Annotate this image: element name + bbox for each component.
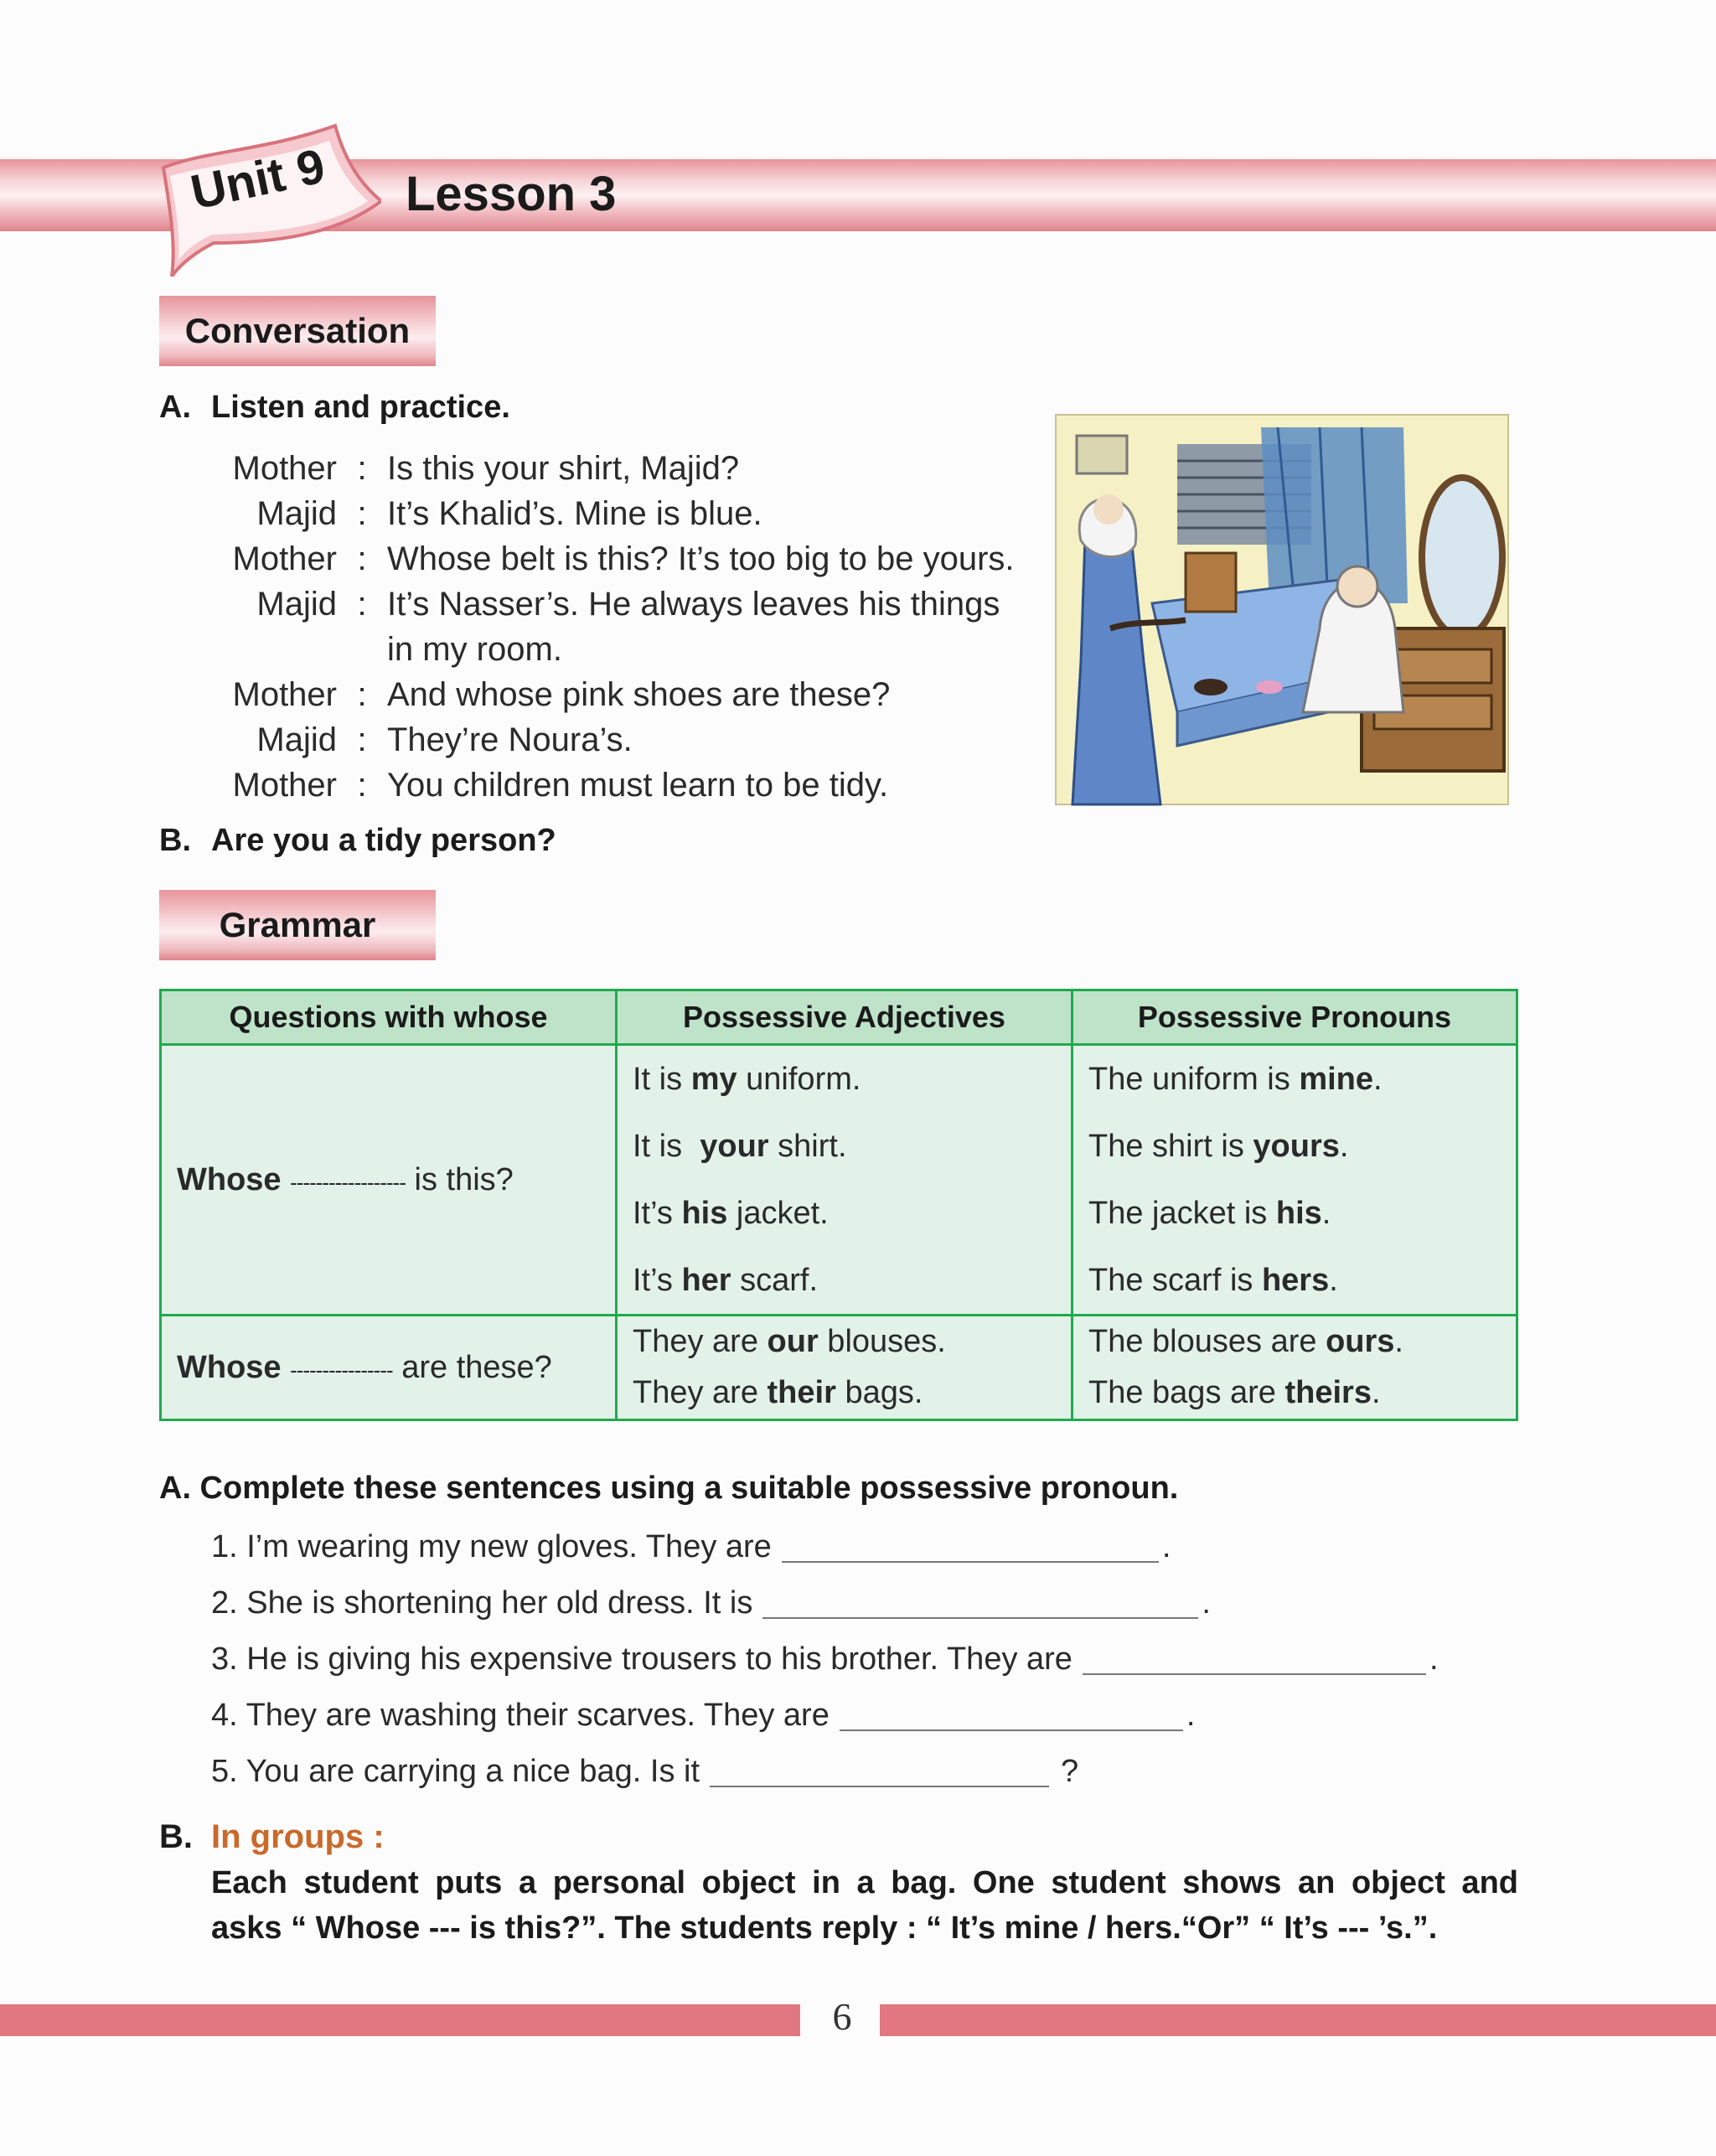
- pronouns-cell: [1072, 1316, 1517, 1420]
- part-a-letter: A.: [159, 390, 191, 425]
- speaker-name: Mother: [232, 540, 337, 577]
- answer-blank: [840, 1698, 1183, 1731]
- sentence-pre: It’s: [633, 1195, 682, 1231]
- speaker-colon: :: [357, 540, 367, 577]
- sentence-post: shirt.: [768, 1128, 847, 1164]
- speaker-name: Majid: [256, 586, 337, 623]
- sentence-key-word: his: [1275, 1195, 1322, 1231]
- sentence-key-word: theirs: [1284, 1375, 1372, 1410]
- exercise-sentence: 1. I’m wearing my new gloves. They are: [211, 1529, 772, 1564]
- question-end: is this?: [414, 1161, 514, 1197]
- sentence-key-word: hers: [1261, 1262, 1330, 1298]
- part-b-heading: [159, 823, 556, 859]
- speaker-colon: :: [357, 495, 367, 532]
- question-cell: [161, 1316, 617, 1420]
- speaker-colon: :: [357, 721, 367, 758]
- speaker-name: Mother: [232, 767, 337, 804]
- example-sentence: [633, 1129, 1056, 1165]
- exercise-a-list: [211, 1529, 1439, 1810]
- sentence-key-word: my: [690, 1061, 737, 1097]
- exercise-punctuation: .: [1186, 1698, 1196, 1733]
- exercise-b-instructions: [211, 1860, 1518, 1951]
- answer-blank: [782, 1529, 1159, 1563]
- sentence-key-word: her: [681, 1262, 731, 1298]
- question-dots: ------------------: [290, 1169, 406, 1195]
- sentence-post: scarf.: [731, 1262, 819, 1298]
- adjectives-cell: [617, 1316, 1072, 1420]
- exercise-b-title: In groups :: [211, 1818, 385, 1855]
- dialogue-text: And whose pink shoes are these?: [387, 676, 891, 713]
- table-header-cell: Questions with whose: [161, 990, 617, 1045]
- speaker-name: Mother: [232, 676, 337, 713]
- speaker-colon: :: [357, 767, 367, 804]
- sentence-pre: It is: [633, 1061, 691, 1097]
- sentence-pre: The scarf is: [1088, 1262, 1262, 1298]
- dialogue-text: It’s Nasser’s. He always leaves his things: [387, 586, 1000, 623]
- sentence-key-word: our: [767, 1324, 819, 1359]
- exercise-b-heading: [159, 1818, 385, 1856]
- dialogue-line: [211, 672, 1015, 717]
- conversation-tab: Conversation: [159, 296, 436, 366]
- sentence-pre: The shirt is: [1088, 1128, 1253, 1164]
- example-sentence: [633, 1196, 1056, 1232]
- pronouns-cell: [1072, 1045, 1517, 1316]
- sentence-pre: They are: [633, 1375, 768, 1410]
- sentence-pre: The blouses are: [1088, 1324, 1326, 1359]
- dialogue-line: [211, 763, 1015, 808]
- dialogue-line: [211, 627, 1015, 672]
- exercise-sentence: 2. She is shortening her old dress. It is: [211, 1585, 753, 1621]
- exercise-punctuation: ?: [1061, 1754, 1079, 1789]
- exercise-item: [211, 1754, 1439, 1810]
- table-row: [161, 1045, 1517, 1316]
- sentence-post: jacket.: [727, 1195, 829, 1231]
- dialogue-line: [211, 536, 1015, 582]
- exercise-sentence: 5. You are carrying a nice bag. Is it: [211, 1754, 700, 1789]
- question-dots: ----------------: [290, 1357, 393, 1383]
- sentence-pre: The jacket is: [1088, 1195, 1276, 1231]
- speaker-colon: [337, 627, 387, 672]
- sentence-post: uniform.: [737, 1061, 861, 1097]
- exercise-sentence: 3. He is giving his expensive trousers to his brother. They are: [211, 1642, 1072, 1677]
- example-sentence: [1088, 1324, 1501, 1360]
- part-a-title: Listen and practice.: [211, 390, 510, 425]
- question-word: Whose: [177, 1349, 282, 1385]
- sentence-post: .: [1371, 1375, 1381, 1410]
- part-b-title: Are you a tidy person?: [211, 823, 556, 858]
- example-sentence: [633, 1263, 1056, 1299]
- sentence-stack: [633, 1316, 1056, 1419]
- footer-bar-left: [0, 2004, 800, 2036]
- example-sentence: [1088, 1062, 1501, 1098]
- example-sentence: [1088, 1196, 1501, 1232]
- example-sentence: [1088, 1375, 1501, 1411]
- table-header-cell: Possessive Pronouns: [1072, 990, 1517, 1045]
- sentence-post: .: [1321, 1195, 1331, 1231]
- sentence-post: .: [1394, 1324, 1403, 1359]
- speaker-name: [211, 627, 337, 672]
- example-sentence: [633, 1375, 1056, 1411]
- unit-label: Unit 9: [186, 138, 330, 220]
- exercise-item: [211, 1642, 1439, 1698]
- exercise-item: [211, 1529, 1439, 1585]
- exercise-punctuation: .: [1161, 1529, 1171, 1564]
- lesson-title: Lesson 3: [406, 167, 617, 221]
- exercise-punctuation: .: [1202, 1585, 1211, 1621]
- exercise-sentence: 4. They are washing their scarves. They are: [211, 1698, 830, 1733]
- exercise-punctuation: .: [1429, 1642, 1439, 1677]
- dialogue-text: in my room.: [387, 631, 562, 668]
- dialogue-text: They’re Noura’s.: [387, 721, 633, 758]
- sentence-post: .: [1339, 1128, 1349, 1164]
- exercise-b-letter: B.: [159, 1818, 193, 1855]
- sentence-key-word: their: [767, 1375, 836, 1410]
- answer-blank: [1083, 1642, 1426, 1675]
- table-header-cell: Possessive Adjectives: [617, 990, 1072, 1045]
- exercise-item: [211, 1698, 1439, 1754]
- dialogue-line: [211, 717, 1015, 763]
- example-sentence: [633, 1062, 1056, 1098]
- sentence-key-word: your: [700, 1128, 769, 1164]
- speaker-colon: :: [357, 586, 367, 623]
- sentence-pre: The bags are: [1088, 1375, 1285, 1410]
- sentence-pre: They are: [633, 1324, 768, 1359]
- sentence-key-word: yours: [1253, 1128, 1340, 1164]
- sentence-pre: It is: [633, 1128, 700, 1164]
- speaker-colon: :: [357, 450, 367, 487]
- sentence-stack: [633, 1046, 1056, 1314]
- instructions-line: asks “ Whose --- is this?”. The students reply : “ It’s mine / hers.“Or” “ It’s --- ’s.”.: [211, 1910, 1438, 1946]
- sentence-post: blouses.: [818, 1324, 946, 1359]
- exercise-a-title: A. Complete these sentences using a suitable possessive pronoun.: [159, 1471, 1179, 1506]
- sentence-post: bags.: [835, 1375, 923, 1410]
- footer-bar-right: [880, 2004, 1716, 2036]
- dialogue-text: You children must learn to be tidy.: [387, 767, 889, 804]
- dialogue-text: Is this your shirt, Majid?: [387, 450, 740, 487]
- sentence-stack: [1088, 1316, 1501, 1419]
- grammar-table: [159, 989, 1518, 1421]
- sentence-post: .: [1373, 1061, 1383, 1097]
- speaker-name: Majid: [256, 495, 337, 532]
- table-header-row: [161, 990, 1517, 1045]
- sentence-key-word: mine: [1299, 1061, 1374, 1097]
- sentence-pre: The uniform is: [1088, 1061, 1300, 1097]
- page-number: 6: [832, 1995, 852, 2038]
- dialogue: [211, 446, 1015, 808]
- example-sentence: [1088, 1263, 1501, 1299]
- sentence-stack: [1088, 1046, 1501, 1314]
- question-cell: [161, 1045, 617, 1316]
- sentence-pre: It’s: [633, 1262, 682, 1298]
- bedroom-illustration: [1052, 411, 1512, 809]
- part-b-letter: B.: [159, 823, 191, 858]
- answer-blank: [762, 1585, 1198, 1619]
- dialogue-line: [211, 582, 1015, 627]
- sentence-key-word: his: [681, 1195, 728, 1231]
- dialogue-text: Whose belt is this? It’s too big to be yours.: [387, 540, 1015, 577]
- example-sentence: [633, 1324, 1056, 1360]
- question-end: are these?: [401, 1349, 552, 1385]
- exercise-item: [211, 1585, 1439, 1642]
- dialogue-line: [211, 446, 1015, 491]
- part-a-heading: [159, 390, 510, 426]
- adjectives-cell: [617, 1045, 1072, 1316]
- example-sentence: [1088, 1129, 1501, 1165]
- dialogue-line: [211, 491, 1015, 536]
- question-word: Whose: [177, 1161, 282, 1197]
- speaker-name: Mother: [232, 450, 337, 487]
- grammar-tab: Grammar: [159, 890, 436, 960]
- table-row: [161, 1316, 1517, 1420]
- speaker-name: Majid: [256, 721, 337, 758]
- sentence-post: .: [1329, 1262, 1338, 1298]
- sentence-key-word: ours: [1326, 1324, 1395, 1359]
- dialogue-text: It’s Khalid’s. Mine is blue.: [387, 495, 762, 532]
- answer-blank: [710, 1754, 1049, 1787]
- speaker-colon: :: [357, 676, 367, 713]
- instructions-line: Each student puts a personal object in a bag. One student shows an object and: [211, 1865, 1518, 1900]
